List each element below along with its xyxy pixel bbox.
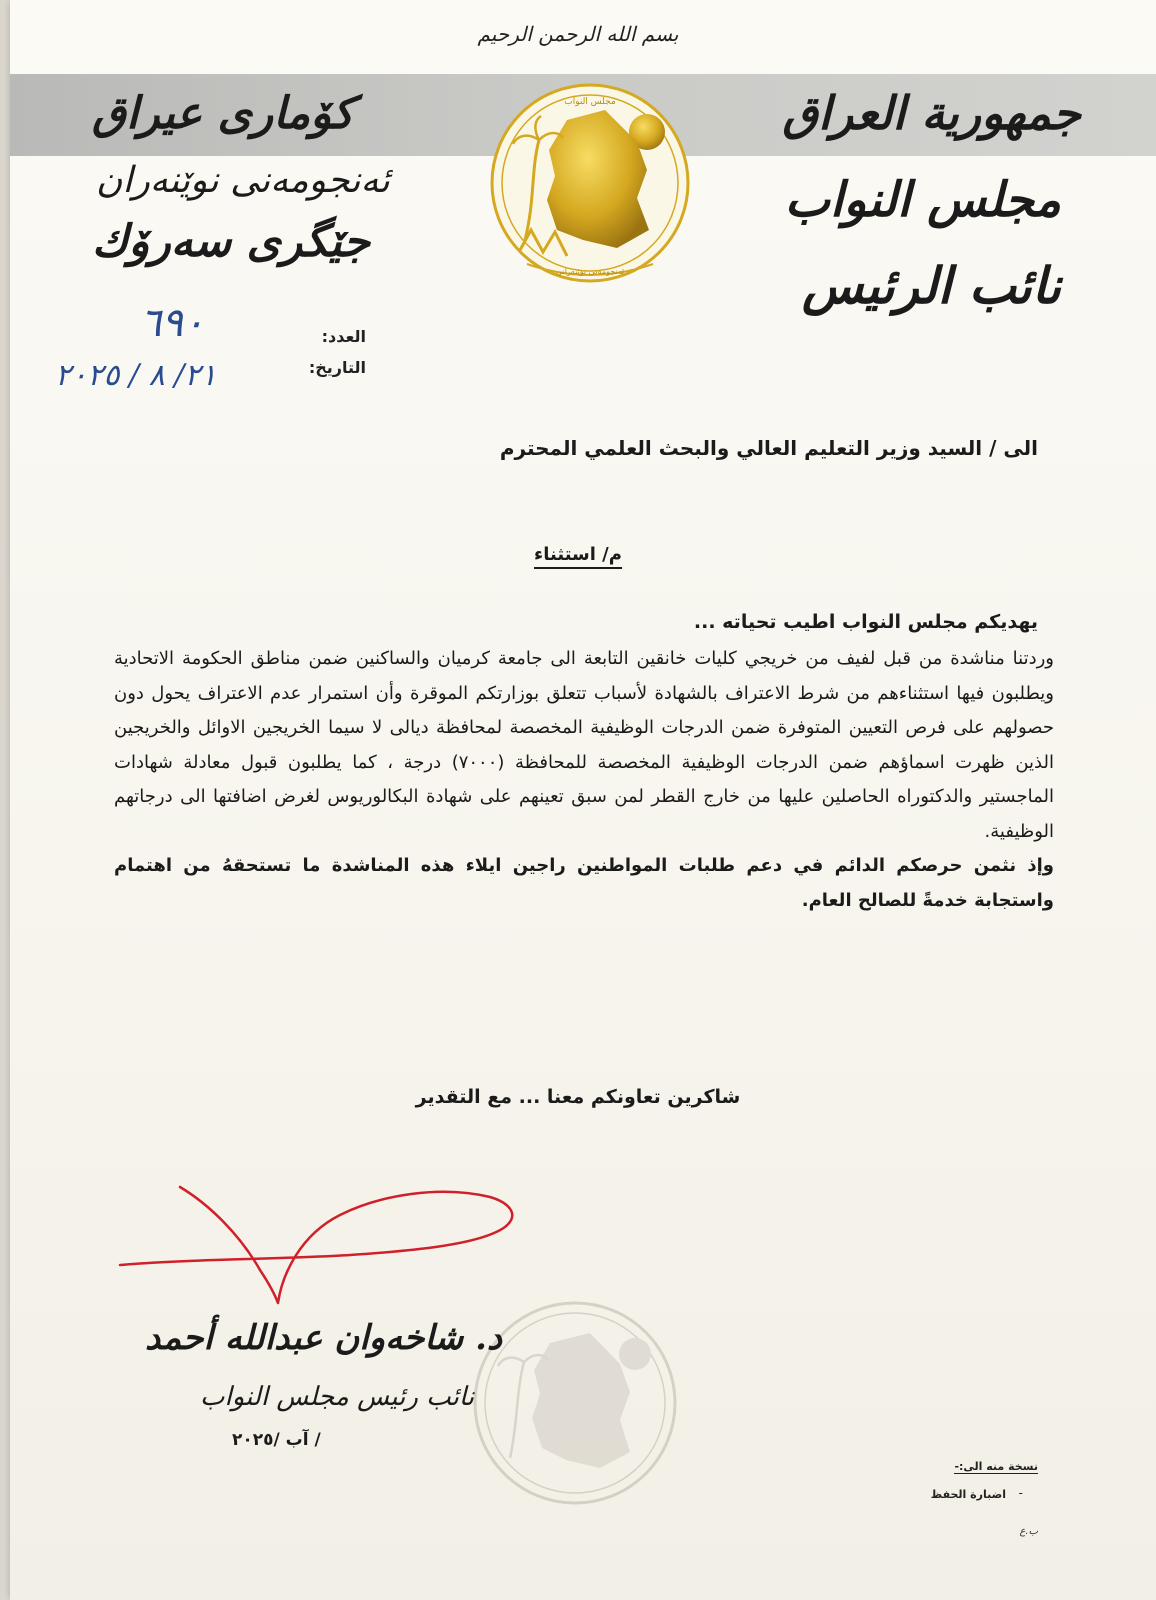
subject xyxy=(0,544,1156,565)
body-paragraph-2: وإذ نثمن حرصكم الدائم في دعم طلبات المواطنين راجين ايلاء هذه المناشدة ما تستحقهُ من اهتمام واستجابة خدمةً للصالح العام. xyxy=(114,855,1054,911)
signature-date: / آب /٢٠٢٥ xyxy=(232,1430,321,1450)
date-label: التاريخ: xyxy=(308,358,366,377)
closing-line: شاكرين تعاونكم معنا ... مع التقدير xyxy=(415,1086,741,1108)
header-council-of-representatives: مجلس النواب xyxy=(784,172,1061,228)
parliament-seal-icon xyxy=(487,80,693,286)
header-kurdish-deputy: جێگری سەرۆك xyxy=(92,216,371,267)
copy-bullet-dash: - xyxy=(1018,1486,1023,1500)
signature-scribble-icon xyxy=(110,1175,530,1305)
header-kurdish-republic: كۆماری عیراق xyxy=(92,88,354,139)
signatory-name: د. شاخەوان عبدالله أحمد xyxy=(145,1318,503,1358)
seal-text-bottom: ئەنجومەنی نوێنەرانی xyxy=(555,267,625,276)
seal-text-top: مجلس النواب xyxy=(564,97,616,107)
addressee: الى / السيد وزير التعليم العالي والبحث العلمي المحترم xyxy=(499,436,1038,460)
typist-initials: ب.ع xyxy=(1019,1526,1038,1537)
subject-text: م/ استثناء xyxy=(534,544,622,569)
number-label: العدد: xyxy=(321,327,366,346)
header-deputy-speaker: نائب الرئيس xyxy=(801,256,1061,315)
handwritten-number: ٦٩٠ xyxy=(140,300,205,346)
body-paragraph-1: وردتنا مناشدة من قبل لفيف من خريجي كليات خانقين التابعة الى جامعة كرميان والساكنين ضمن مناطق الحكومة الاتحادية ويطلبون فيها استثناءهم من شرط الاعتراف بالشهادة لأسباب تتعلق بوزارتكم الموقرة وأن استمرار عدم الاعتراف يحول دون حصولهم على فرص التعيين المتوفرة ضمن الدرجات الوظيفية المخصصة لمحافظة ديالى لا سيما الخريجين الاوائل والخريجين الذين ظهرت اسماؤهم ضمن الدرجات الوظيفية المخصصة للمحافظة (٧٠٠٠) درجة ، كما يطلبون قبول معادلة شهادات الماجستير والدكتوراه الحاصلين عليها من خارج القطر لمن سبق تعينهم على شهادة البكالوريوس لغرض اضافتها الى درجاتهم الوظيفية. xyxy=(114,648,1054,842)
basmala: بسم الله الرحمن الرحيم xyxy=(477,22,679,46)
letter-body xyxy=(114,642,1054,918)
header-republic-of-iraq: جمهورية العراق xyxy=(782,86,1081,140)
copies-title: نسخة منه الى:- xyxy=(954,1460,1038,1473)
signatory-title: نائب رئيس مجلس النواب xyxy=(200,1382,475,1412)
greeting: يهديكم مجلس النواب اطيب تحياته ... xyxy=(693,611,1038,633)
handwritten-date: ٢١/ ٨ / ٢٠٢٥ xyxy=(55,358,217,393)
copy-recipient: اضبارة الحفظ xyxy=(930,1488,1006,1501)
header-kurdish-council: ئەنجومەنی نوێنەران xyxy=(96,160,390,201)
